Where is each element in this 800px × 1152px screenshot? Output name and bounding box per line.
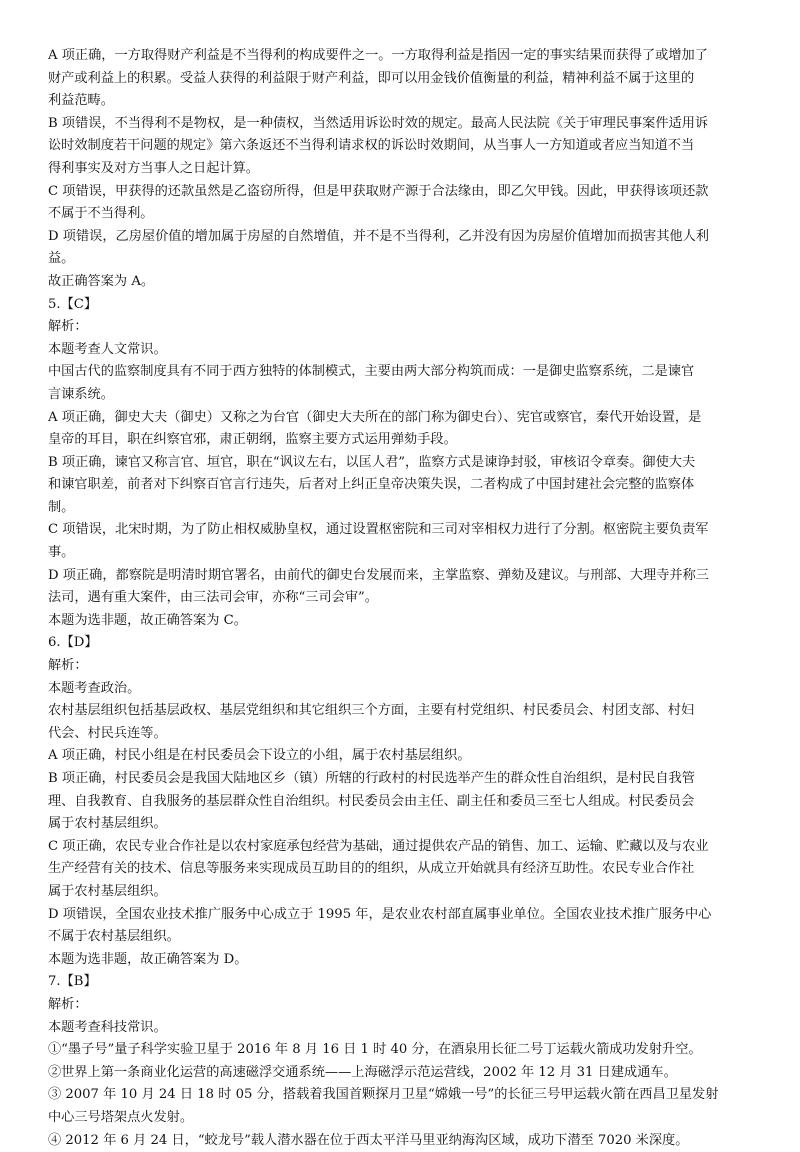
text-line: 解析： (48, 994, 768, 1017)
text-line: D 项错误，全国农业技术推广服务中心成立于 1995 年，是农业农村部直属事业单位。全国农业技术推广服务中心 (48, 904, 768, 927)
text-line: B 项正确，村民委员会是我国大陆地区乡（镇）所辖的行政村的村民选举产生的群众性自治组织，是村民自我管 (48, 768, 768, 791)
text-line: C 项错误，甲获得的还款虽然是乙盗窃所得，但是甲获取财产源于合法缘由，即乙欠甲钱。因此，甲获得该项还款 (48, 181, 768, 204)
text-line: 本题为选非题，故正确答案为 C。 (48, 610, 768, 633)
text-line: C 项正确，农民专业合作社是以农村家庭承包经营为基础，通过提供农产品的销售、加工、运输、贮藏以及与农业 (48, 836, 768, 859)
text-line: 制。 (48, 497, 768, 520)
text-line: 事。 (48, 542, 768, 565)
text-line: ②世界上第一条商业化运营的高速磁浮交通系统——上海磁浮示范运营线，2002 年 12 月 31 日建成通车。 (48, 1062, 768, 1085)
text-line: 解析： (48, 655, 768, 678)
text-line: 代会、村民兵连等。 (48, 723, 768, 746)
text-line: 5.【C】 (48, 294, 768, 317)
text-line: C 项错误，北宋时期，为了防止相权威胁皇权，通过设置枢密院和三司对宰相权力进行了分割。枢密院主要负责军 (48, 519, 768, 542)
text-line: 本题考查科技常识。 (48, 1017, 768, 1040)
text-line: 生产经营有关的技术、信息等服务来实现成员互助目的的组织，从成立开始就具有经济互助性。农民专业合作社 (48, 858, 768, 881)
text-line: A 项正确，御史大夫（御史）又称之为台官（御史大夫所在的部门称为御史台）、宪官或察官，秦代开始设置，是 (48, 407, 768, 430)
text-line: 皇帝的耳目，职在纠察官邪，肃正朝纲，监察主要方式运用弹劾手段。 (48, 429, 768, 452)
text-line: B 项正确，谏官又称言官、垣官，职在“讽议左右，以匡人君”，监察方式是谏诤封驳，审核诏令章奏。御使大夫 (48, 452, 768, 475)
text-line: 得利事实及对方当事人之日起计算。 (48, 158, 768, 181)
text-line: 本题为选非题，故正确答案为 D。 (48, 949, 768, 972)
text-line: 属于农村基层组织。 (48, 881, 768, 904)
text-line: A 项正确，村民小组是在村民委员会下设立的小组，属于农村基层组织。 (48, 745, 768, 768)
text-line: ③ 2007 年 10 月 24 日 18 时 05 分，搭载着我国首颗探月卫星“嫦娥一号”的长征三号甲运载火箭在西昌卫星发射 (48, 1084, 768, 1107)
text-line: 中心三号塔架点火发射。 (48, 1107, 768, 1130)
text-line: 6.【D】 (48, 632, 768, 655)
text-line: 7.【B】 (48, 971, 768, 994)
text-line: 解析： (48, 316, 768, 339)
text-line: 和谏官职差，前者对下纠察百官言行违失，后者对上纠正皇帝决策失误，二者构成了中国封建社会完整的监察体 (48, 474, 768, 497)
text-line: 不属于不当得利。 (48, 203, 768, 226)
text-line: 本题考查政治。 (48, 678, 768, 701)
text-line: 理、自我教育、自我服务的基层群众性自治组织。村民委员会由主任、副主任和委员三至七人组成。村民委员会 (48, 791, 768, 814)
text-line: 利益范畴。 (48, 90, 768, 113)
text-line: A 项正确，一方取得财产利益是不当得利的构成要件之一。一方取得利益是指因一定的事实结果而获得了或增加了 (48, 45, 768, 68)
text-line: 言谏系统。 (48, 384, 768, 407)
text-line: B 项错误，不当得利不是物权，是一种债权，当然适用诉讼时效的规定。最高人民法院《关于审理民事案件适用诉 (48, 113, 768, 136)
text-line: 不属于农村基层组织。 (48, 926, 768, 949)
text-line: 法司，遇有重大案件，由三法司会审，亦称“三司会审”。 (48, 587, 768, 610)
document-page (48, 45, 768, 1152)
text-line: ④ 2012 年 6 月 24 日，“蛟龙号”载人潜水器在位于西太平洋马里亚纳海沟区域，成功下潜至 7020 米深度。 (48, 1130, 768, 1152)
text-line: 农村基层组织包括基层政权、基层党组织和其它组织三个方面，主要有村党组织、村民委员会、村团支部、村妇 (48, 700, 768, 723)
text-line: 益。 (48, 248, 768, 271)
text-line: 中国古代的监察制度具有不同于西方独特的体制模式，主要由两大部分构筑而成：一是御史监察系统，二是谏官 (48, 361, 768, 384)
text-line: 讼时效制度若干问题的规定》第六条返还不当得利请求权的诉讼时效期间，从当事人一方知道或者应当知道不当 (48, 135, 768, 158)
text-line: D 项错误，乙房屋价值的增加属于房屋的自然增值，并不是不当得利，乙并没有因为房屋价值增加而损害其他人利 (48, 226, 768, 249)
text-line: 属于农村基层组织。 (48, 813, 768, 836)
text-line: D 项正确，都察院是明清时期官署名，由前代的御史台发展而来，主掌监察、弹劾及建议。与刑部、大理寺并称三 (48, 565, 768, 588)
text-line: ①“墨子号”量子科学实验卫星于 2016 年 8 月 16 日 1 时 40 分，在酒泉用长征二号丁运载火箭成功发射升空。 (48, 1039, 768, 1062)
text-line: 故正确答案为 A。 (48, 271, 768, 294)
text-line: 财产或利益上的积累。受益人获得的利益限于财产利益，即可以用金钱价值衡量的利益，精神利益不属于这里的 (48, 68, 768, 91)
text-line: 本题考查人文常识。 (48, 339, 768, 362)
